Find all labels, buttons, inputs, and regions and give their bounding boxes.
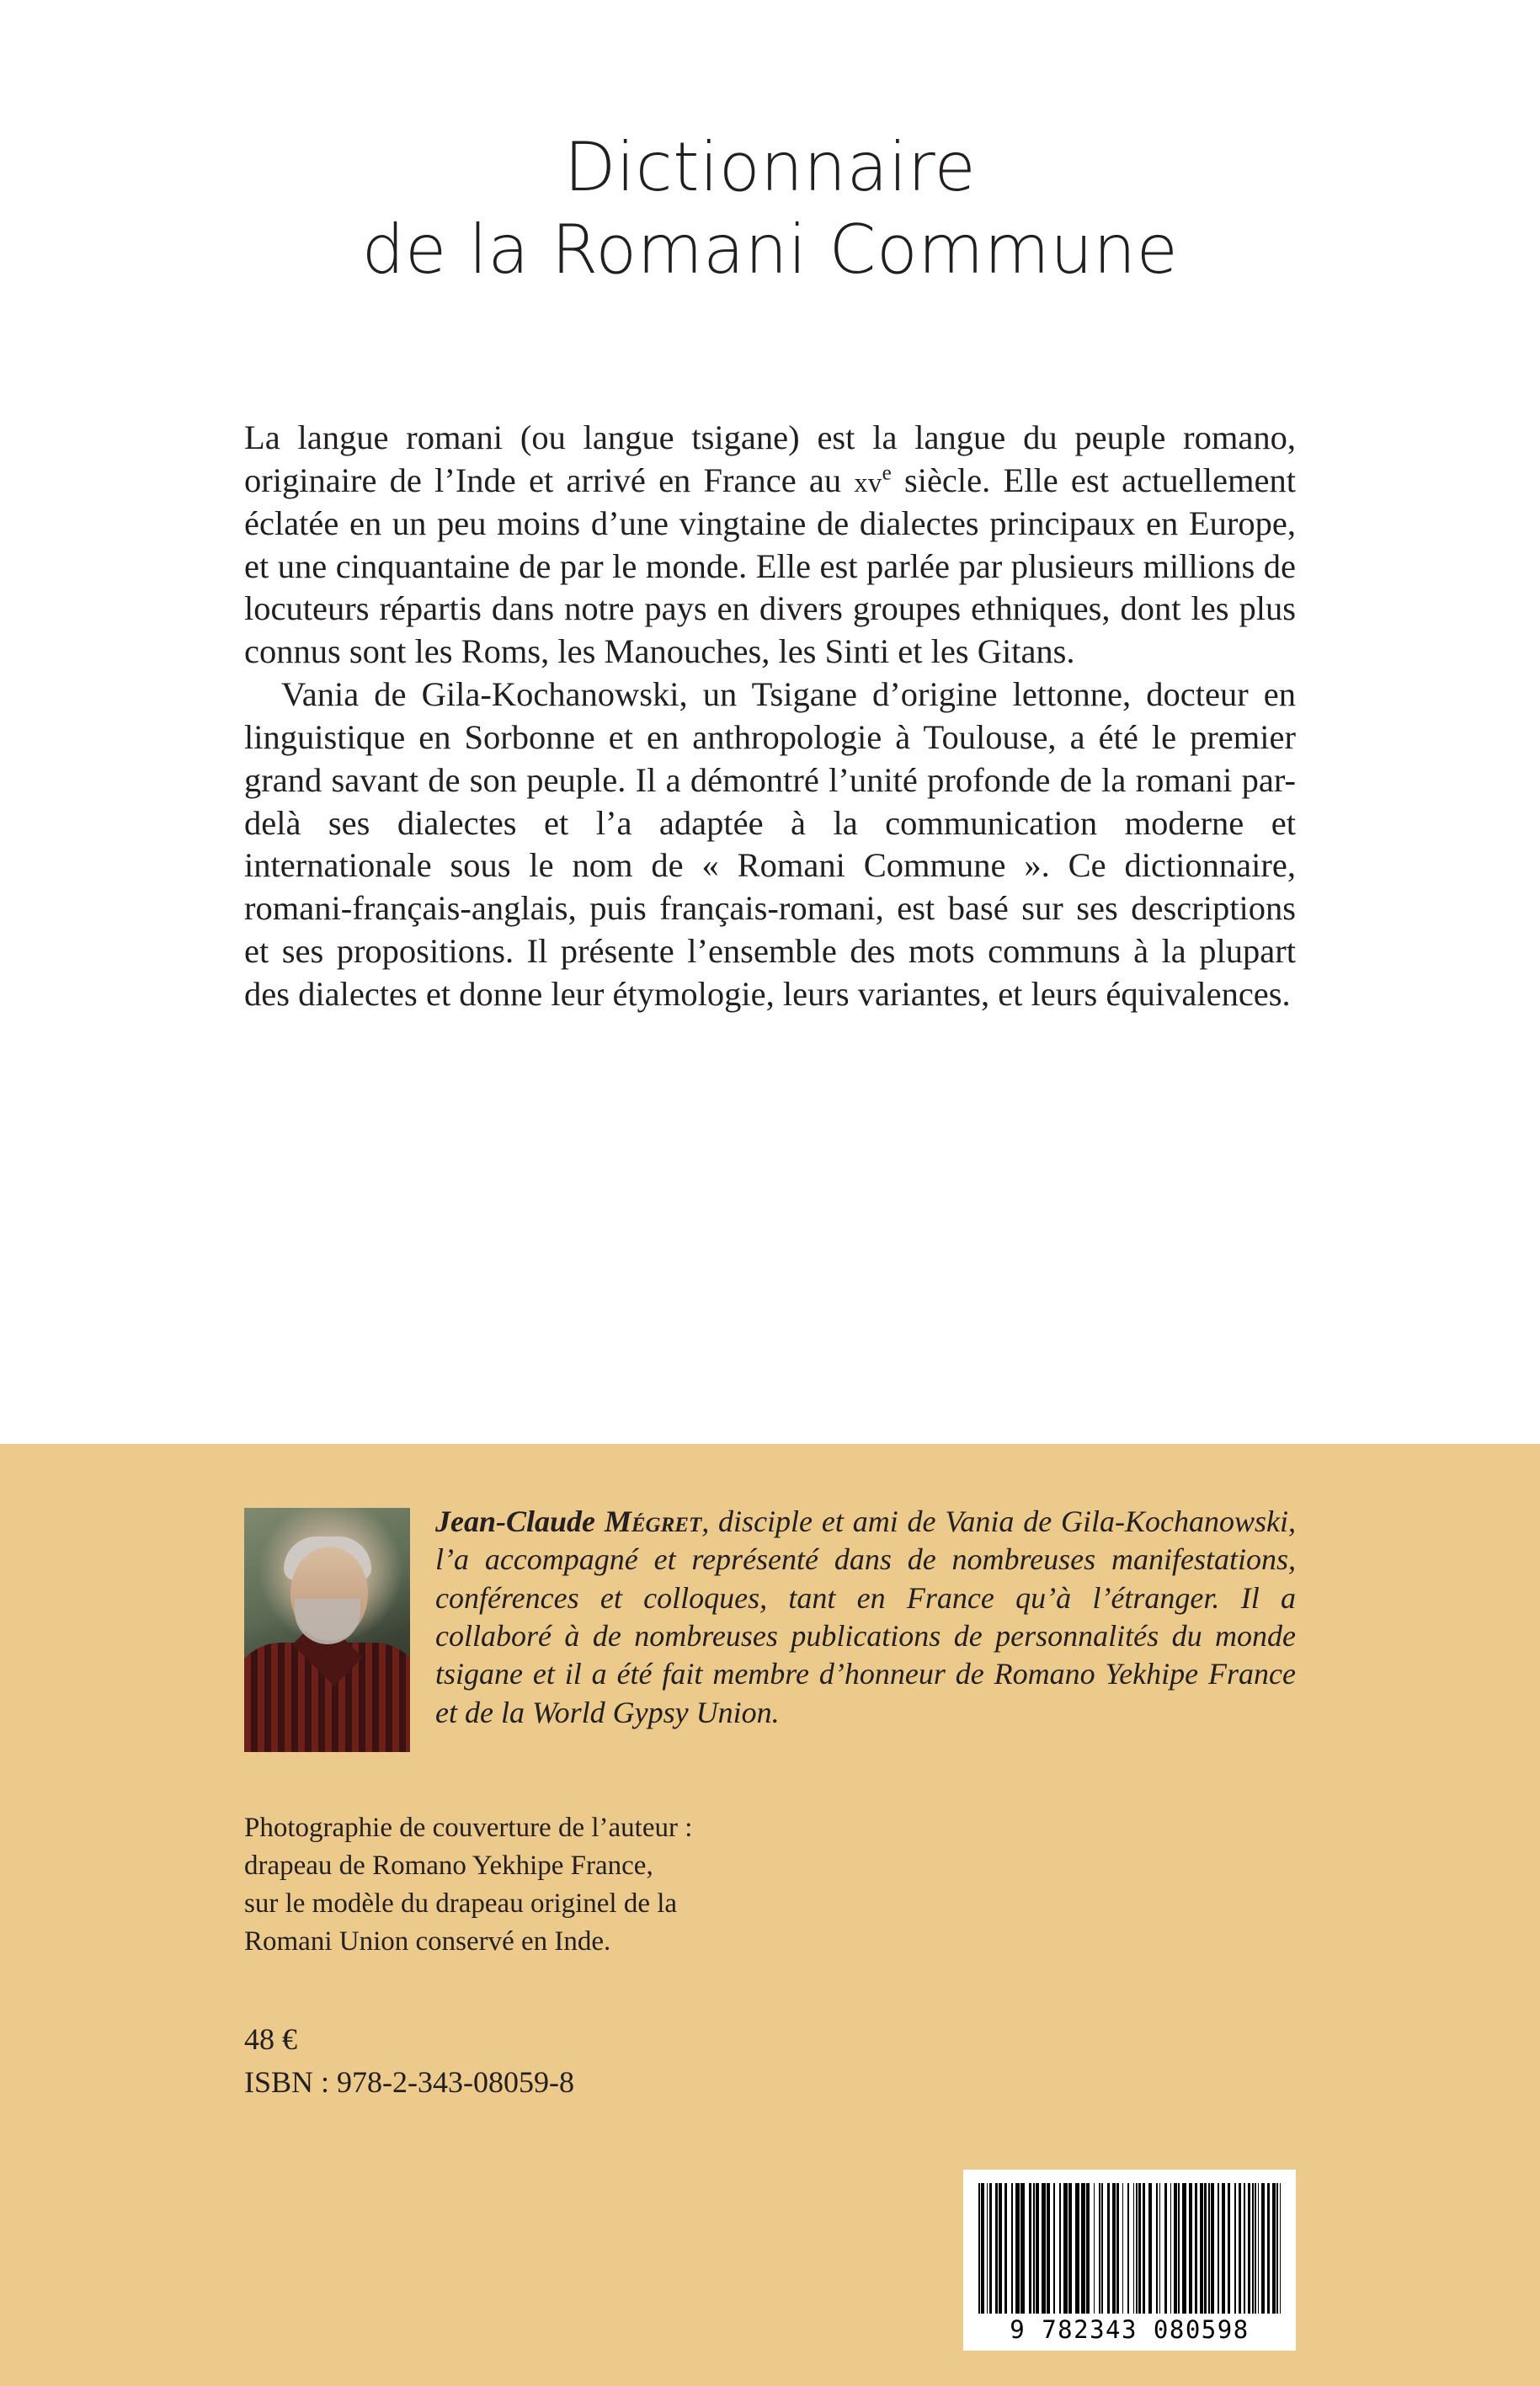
century-ordinal-suffix: e xyxy=(882,461,892,485)
author-portrait-photo xyxy=(244,1508,410,1752)
page-title xyxy=(244,126,1296,290)
price: 48 € xyxy=(244,2021,297,2056)
barcode-bars xyxy=(978,2183,1281,2314)
barcode xyxy=(963,2170,1296,2351)
credits-line-4: Romani Union conservé en Inde. xyxy=(244,1925,611,1957)
blurb-paragraph-1 xyxy=(244,417,1296,674)
cover-photo-credits xyxy=(244,1809,1296,1961)
blurb-paragraph-1-part-a: La langue romani (ou langue tsigane) est la langue du peuple romano, originaire de l’Inde et arrivé en France au xyxy=(244,418,1296,499)
author-bio-text: , disciple et ami de Vania de Gila-Kochanowski, l’a accompagné et représenté dans de nombreuses manifestations, conférences et colloques, tant en France qu’à l’étranger. Il a collaboré à de nombreuses publications de personnalités du monde tsigane et il a été fait membre d’honneur de Romano Yekhipe France et de la World Gypsy Union. xyxy=(435,1505,1296,1729)
blurb-paragraph-1-part-b: siècle. Elle est actuellement éclatée en un peu moins d’une vingtaine de dialectes principaux en Europe, et une cinquantaine de par le monde. Elle est parlée par plusieurs millions de locuteurs répartis dans notre pays en divers groupes ethniques, dont les plus connus sont les Roms, les Manouches, les Sinti et les Gitans. xyxy=(244,461,1297,671)
title-line-1: Dictionnaire xyxy=(563,128,977,206)
credits-line-2: drapeau de Romano Yekhipe France, xyxy=(244,1851,653,1882)
credits-line-1: Photographie de couverture de l’auteur : xyxy=(244,1813,693,1844)
credits-line-3: sur le modèle du drapeau originel de la xyxy=(244,1888,678,1919)
price-and-isbn xyxy=(244,2018,1296,2104)
isbn: ISBN : 978-2-343-08059-8 xyxy=(244,2064,574,2099)
century-roman-numeral: xv xyxy=(854,468,882,498)
blurb-paragraph-2: Vania de Gila-Kochanowski, un Tsigane d’origine lettonne, docteur en linguistique en Sorbonne et en anthropologie à Toulouse, a été le premier grand savant de son peuple. Il a démontré l’unité profonde de la romani par-delà ses dialectes et l’a adaptée à la communication moderne et internationale sous le nom de « Romani Commune ». Ce dictionnaire, romani-français-anglais, puis français-romani, est basé sur ses descriptions et ses propositions. Il présente l’ensemble des mots communs à la plupart des dialectes et donne leur étymologie, leurs variantes, et leurs équivalences. xyxy=(244,675,1296,1013)
cover-bottom-section xyxy=(0,1444,1540,2386)
blurb xyxy=(244,417,1296,1015)
title-line-2: de la Romani Commune xyxy=(361,210,1179,289)
author-block xyxy=(244,1503,1296,1732)
author-first-name: Jean-Claude xyxy=(435,1505,596,1538)
barcode-number: 9 782343 080598 xyxy=(1010,2315,1250,2344)
author-last-name: Mégret xyxy=(604,1505,702,1538)
